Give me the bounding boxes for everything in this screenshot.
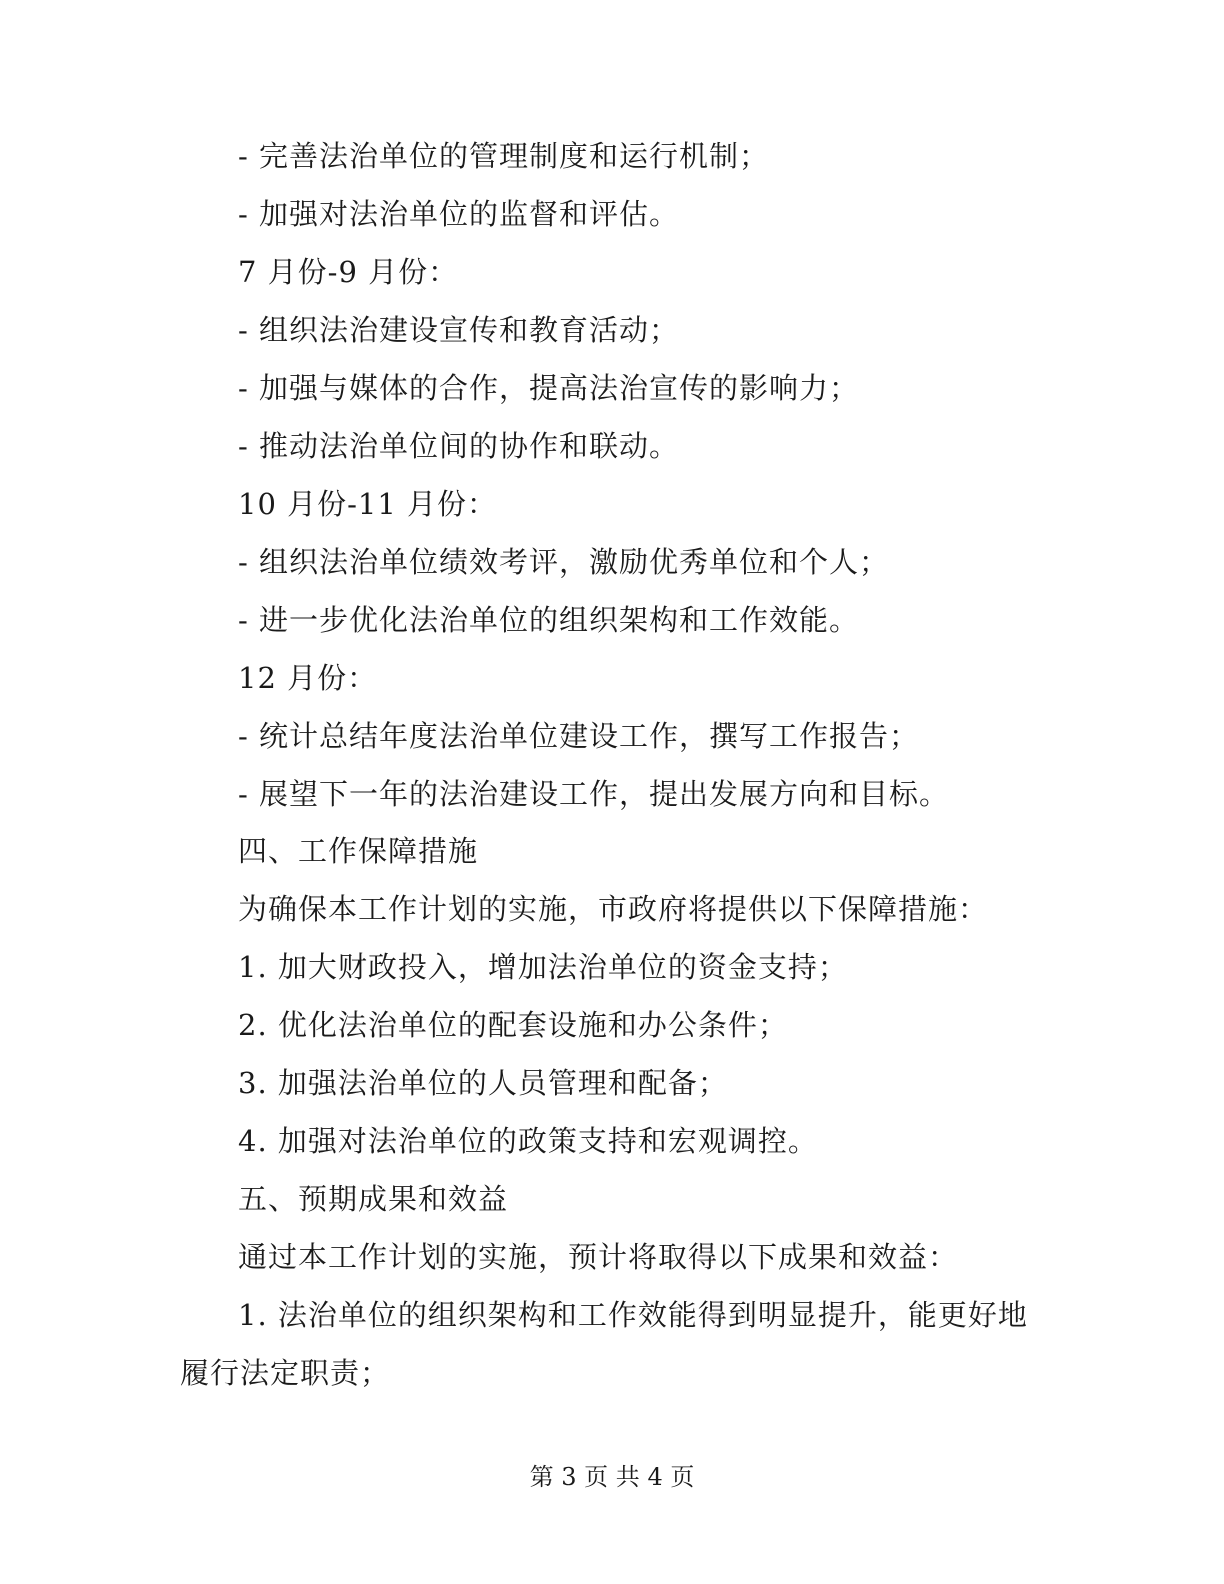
- text-line: 通过本工作计划的实施，预计将取得以下成果和效益：: [238, 1240, 959, 1274]
- page-number-footer: 第 3 页 共 4 页: [529, 1463, 695, 1491]
- text-line: 为确保本工作计划的实施，市政府将提供以下保障措施：: [238, 892, 989, 926]
- section-heading-oct-nov: 10 月份-11 月份：: [238, 487, 498, 521]
- text-line: - 推动法治单位间的协作和联动。: [238, 429, 680, 463]
- section-heading-guarantee: 四、工作保障措施: [238, 834, 479, 868]
- text-line: - 组织法治单位绩效考评，激励优秀单位和个人；: [238, 545, 890, 579]
- list-item: 1. 加大财政投入，增加法治单位的资金支持；: [238, 950, 848, 984]
- text-line: - 加强与媒体的合作，提高法治宣传的影响力；: [238, 371, 860, 405]
- text-line: - 组织法治建设宣传和教育活动；: [238, 313, 680, 347]
- list-item: 3. 加强法治单位的人员管理和配备；: [238, 1066, 728, 1100]
- text-line: - 加强对法治单位的监督和评估。: [238, 197, 680, 231]
- text-line: - 展望下一年的法治建设工作，提出发展方向和目标。: [238, 777, 950, 811]
- section-heading-jul-sep: 7 月份-9 月份：: [238, 255, 459, 289]
- text-line: - 统计总结年度法治单位建设工作，撰写工作报告；: [238, 719, 920, 753]
- list-item-continuation: 履行法定职责；: [180, 1356, 391, 1390]
- section-heading-outcomes: 五、预期成果和效益: [238, 1182, 509, 1216]
- text-line: - 进一步优化法治单位的组织架构和工作效能。: [238, 603, 860, 637]
- section-heading-dec: 12 月份：: [238, 661, 378, 695]
- list-item: 1. 法治单位的组织架构和工作效能得到明显提升，能更好地: [238, 1298, 1028, 1332]
- text-line: - 完善法治单位的管理制度和运行机制；: [238, 139, 770, 173]
- list-item: 4. 加强对法治单位的政策支持和宏观调控。: [238, 1124, 818, 1158]
- list-item: 2. 优化法治单位的配套设施和办公条件；: [238, 1008, 788, 1042]
